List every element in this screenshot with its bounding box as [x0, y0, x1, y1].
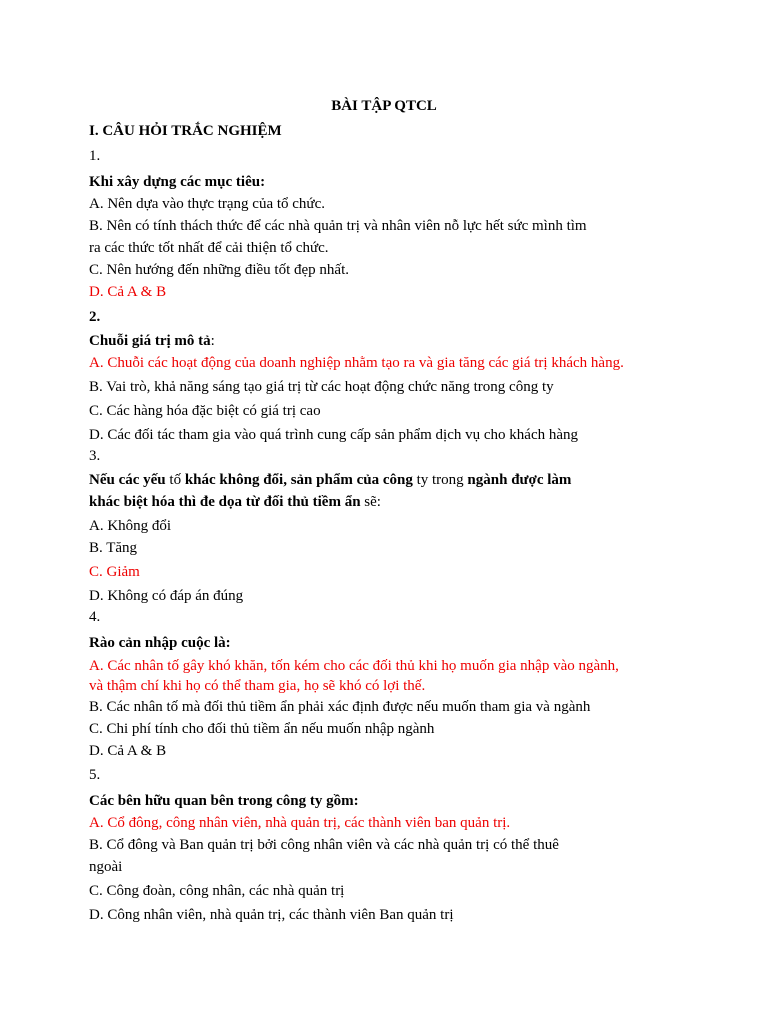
- question-5: [89, 764, 689, 926]
- question-text-part-5: ngành được làm: [467, 472, 572, 488]
- document-title: BÀI TẬP QTCL: [331, 98, 437, 114]
- question-1: [89, 145, 689, 303]
- option-d-correct: D. Cả A & B: [89, 284, 167, 300]
- option-a-correct-continued: và thậm chí khi họ có thể tham gia, họ sẽ khó có lợi thế.: [89, 678, 426, 694]
- option-c-correct: C. Giảm: [89, 564, 140, 580]
- question-number: 3.: [89, 448, 101, 464]
- option-d: D. Cả A & B: [89, 743, 167, 759]
- section-heading: I. CÂU HỎI TRẮC NGHIỆM: [89, 123, 282, 139]
- option-b: B. Tăng: [89, 540, 138, 556]
- option-c: C. Công đoàn, công nhân, các nhà quản trị: [89, 883, 345, 899]
- option-a-correct: A. Cổ đông, công nhân viên, nhà quản trị, các thành viên ban quản trị.: [89, 815, 511, 831]
- question-text-part-1: Nếu các yếu: [89, 472, 166, 488]
- question-text: Các bên hữu quan bên trong công ty gồm:: [89, 793, 359, 809]
- question-text-line-2-bold: khác biệt hóa thì đe dọa từ đối thủ tiềm ẩn: [89, 494, 361, 510]
- option-d: D. Các đối tác tham gia vào quá trình cung cấp sản phẩm dịch vụ cho khách hàng: [89, 427, 579, 443]
- question-text: Rào cản nhập cuộc là:: [89, 635, 231, 651]
- question-text-rest: :: [210, 333, 215, 349]
- question-number: 2.: [89, 309, 101, 325]
- question-number: 4.: [89, 609, 101, 625]
- option-b-continued: ra các thức tốt nhất để cải thiện tổ chức.: [89, 240, 329, 256]
- question-text-part-3: khác không đổi, sản phẩm của công: [184, 472, 413, 488]
- question-text: [89, 330, 689, 352]
- option-b-continued: ngoài: [89, 859, 123, 875]
- question-text-line-2: [89, 491, 689, 513]
- question-text-part-4: ty trong: [412, 472, 468, 488]
- question-3: [89, 445, 689, 607]
- question-text-part-2: tố: [165, 472, 185, 488]
- option-b: B. Nên có tính thách thức để các nhà quản trị và nhân viên nỗ lực hết sức mình tìm: [89, 218, 587, 234]
- question-text-bold: Chuỗi giá trị mô tả: [89, 333, 211, 349]
- question-4: [89, 606, 689, 762]
- option-d: D. Công nhân viên, nhà quản trị, các thành viên Ban quản trị: [89, 907, 454, 923]
- question-number: 1.: [89, 148, 101, 164]
- option-c: C. Các hàng hóa đặc biệt có giá trị cao: [89, 403, 321, 419]
- option-c: C. Chi phí tính cho đối thủ tiềm ẩn nếu muốn nhập ngành: [89, 721, 435, 737]
- question-text: Khi xây dựng các mục tiêu:: [89, 174, 266, 190]
- question-text-line-2-rest: sẽ:: [360, 494, 381, 510]
- option-a: A. Nên dựa vào thực trạng của tổ chức.: [89, 196, 325, 212]
- question-text-line-1: [89, 469, 689, 491]
- question-number: 5.: [89, 767, 101, 783]
- option-b: B. Vai trò, khả năng sáng tạo giá trị từ các hoạt động chức năng trong công ty: [89, 379, 554, 395]
- option-a-correct: A. Chuỗi các hoạt động của doanh nghiệp nhằm tạo ra và gia tăng các giá trị khách hàng.: [89, 355, 624, 371]
- option-c: C. Nên hướng đến những điều tốt đẹp nhất.: [89, 262, 349, 278]
- option-b: B. Các nhân tố mà đối thủ tiềm ẩn phải xác định được nếu muốn tham gia và ngành: [89, 699, 591, 715]
- question-2: [89, 306, 689, 446]
- option-d: D. Không có đáp án đúng: [89, 588, 244, 604]
- option-b: B. Cổ đông và Ban quản trị bởi công nhân viên và các nhà quản trị có thể thuê: [89, 837, 559, 853]
- option-a-correct: A. Các nhân tố gây khó khăn, tốn kém cho các đối thủ khi họ muốn gia nhập vào ngành,: [89, 658, 619, 674]
- option-a: A. Không đổi: [89, 518, 172, 534]
